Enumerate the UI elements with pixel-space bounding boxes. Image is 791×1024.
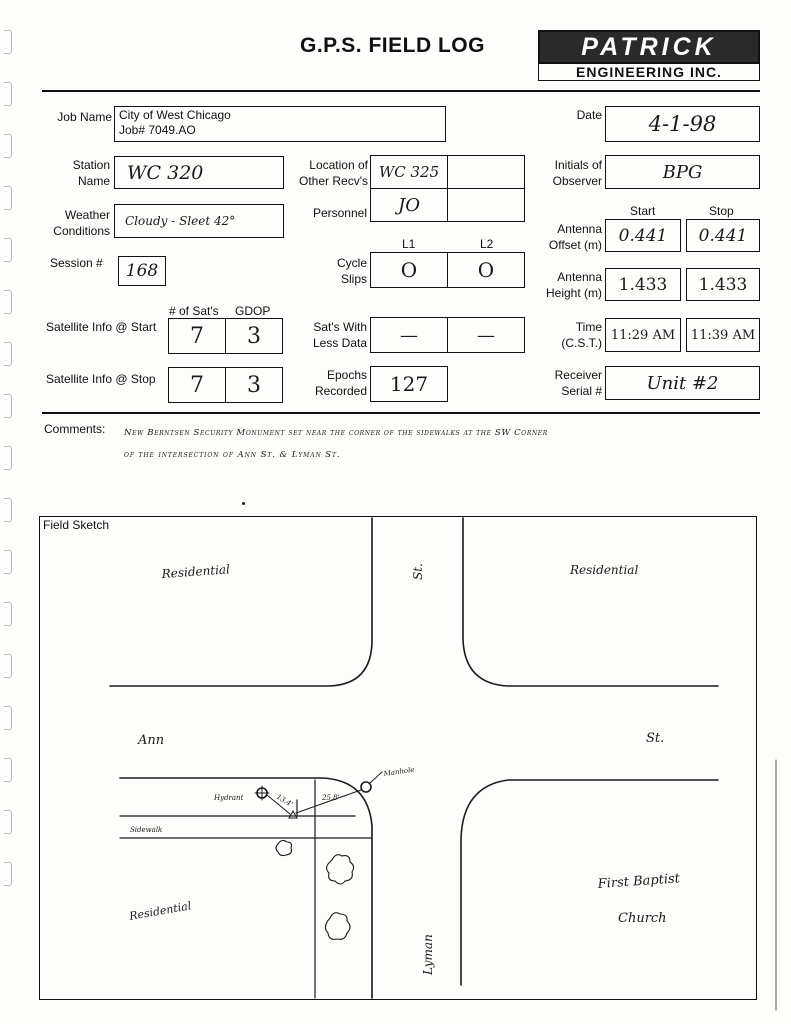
church-label-line1: First Baptist (597, 871, 681, 892)
less-data-label-line1: Sat's With (313, 320, 367, 334)
time-label-line2: (C.S.T.) (561, 336, 602, 350)
less-data-l1[interactable]: — (370, 317, 448, 353)
cycle-slips-l2[interactable]: O (447, 252, 525, 288)
antenna-height-stop[interactable]: 1.433 (686, 268, 760, 301)
residential-ne-label: Residential (570, 563, 639, 577)
antenna-offset-start[interactable]: 0.441 (605, 219, 681, 252)
field-sketch-label: Field Sketch (43, 518, 110, 532)
cycle-slips-label-line1: Cycle (336, 256, 367, 270)
lyman-label: Lyman (421, 934, 435, 975)
less-data-label-line2: Less Data (312, 336, 367, 350)
sw-curb (120, 778, 372, 998)
sat-stop-count[interactable]: 7 (168, 367, 226, 403)
personnel-label: Personnel (312, 206, 367, 220)
weather-field[interactable]: Cloudy - Sleet 42° (114, 204, 284, 238)
tree-2 (327, 855, 354, 884)
personnel-field[interactable]: JO (370, 188, 448, 222)
less-data-l2[interactable]: — (447, 317, 525, 353)
logo-wordmark: PATRICK (538, 30, 760, 64)
cycle-slips-l1[interactable]: O (370, 252, 448, 288)
session-label: Session # (50, 256, 103, 270)
monument-triangle (289, 811, 297, 818)
time-start[interactable]: 11:29 AM (605, 318, 681, 352)
ann-label: Ann (138, 733, 165, 748)
location-label-line2: Other Recv's (299, 174, 368, 188)
ne-curb (463, 518, 718, 686)
station-label-line2: Name (77, 174, 110, 188)
stop-column-label: Stop (709, 204, 734, 218)
gdop-column-label: GDOP (235, 304, 271, 318)
l1-column-label: L1 (402, 237, 416, 251)
start-column-label: Start (630, 204, 656, 218)
nw-curb (110, 518, 372, 686)
cycle-slips-label-line2: Slips (340, 272, 367, 286)
church-label-line2: Church (618, 911, 667, 926)
sat-start-gdop[interactable]: 3 (225, 318, 283, 354)
page-title: G.P.S. FIELD LOG (300, 34, 485, 57)
st-east-label: St. (646, 731, 665, 746)
receiver-label-line1: Receiver (554, 368, 602, 382)
date-label: Date (576, 108, 602, 122)
comments-line1: New Berntsen Security Monument set near the corner of the sidewalks at the SW Corner (124, 428, 548, 438)
sat-start-count[interactable]: 7 (168, 318, 226, 354)
weather-label-line1: Weather (64, 208, 110, 222)
initials-label-line1: Initials of (554, 158, 602, 172)
receiver-serial-field[interactable]: Unit #2 (605, 366, 760, 400)
l2-column-label: L2 (480, 237, 494, 251)
receiver-label-line2: Serial # (561, 384, 602, 398)
residential-nw-label: Residential (161, 562, 231, 581)
antenna-offset-label-line1: Antenna (557, 222, 602, 236)
other-receiver-field[interactable]: WC 325 (370, 155, 448, 189)
comments-line2: of the intersection of Ann St. & Lyman St. (124, 450, 341, 460)
antenna-offset-stop[interactable]: 0.441 (686, 219, 760, 252)
session-field[interactable]: 168 (118, 256, 166, 286)
antenna-height-start[interactable]: 1.433 (605, 268, 681, 301)
tree-3 (325, 913, 350, 940)
sat-stop-gdop[interactable]: 3 (225, 367, 283, 403)
antenna-height-label-line1: Antenna (557, 270, 602, 284)
st-north-label: St. (411, 563, 425, 580)
hydrant-label: Hydrant (214, 794, 244, 802)
job-name-line1: City of West Chicago (119, 108, 231, 122)
num-sats-column-label: # of Sat's (169, 304, 219, 318)
epochs-label-line1: Epochs (326, 368, 367, 382)
time-stop[interactable]: 11:39 AM (686, 318, 760, 352)
weather-label-line2: Conditions (53, 224, 110, 238)
manhole-symbol (361, 782, 371, 792)
residential-sw-label: Residential (128, 899, 193, 923)
initials-label-line2: Observer (552, 174, 602, 188)
job-number-line: Job# 7049.AO (119, 123, 196, 137)
station-name-field[interactable]: WC 320 (114, 156, 284, 189)
epochs-label-line2: Recorded (314, 384, 367, 398)
job-name-label: Job Name (57, 110, 112, 124)
comments-label: Comments: (44, 422, 106, 436)
logo-subtitle: ENGINEERING INC. (538, 63, 760, 81)
time-label-line1: Time (575, 320, 602, 334)
sidewalk-label: Sidewalk (130, 826, 163, 834)
initials-field[interactable]: BPG (605, 155, 760, 189)
antenna-offset-label-line2: Offset (m) (548, 238, 602, 252)
distance-hydrant: 13.4' (275, 792, 295, 809)
antenna-height-label-line2: Height (m) (545, 286, 602, 300)
sat-info-stop-label: Satellite Info @ Stop (46, 372, 156, 386)
location-label-line1: Location of (309, 158, 368, 172)
sat-info-start-label: Satellite Info @ Start (46, 320, 157, 334)
manhole-label: Manhole (383, 765, 415, 778)
epochs-field[interactable]: 127 (370, 366, 448, 402)
station-label-line1: Station (72, 158, 110, 172)
date-field[interactable]: 4-1-98 (605, 106, 760, 142)
distance-manhole: 25.8' (322, 794, 340, 802)
tree-1 (276, 840, 292, 855)
